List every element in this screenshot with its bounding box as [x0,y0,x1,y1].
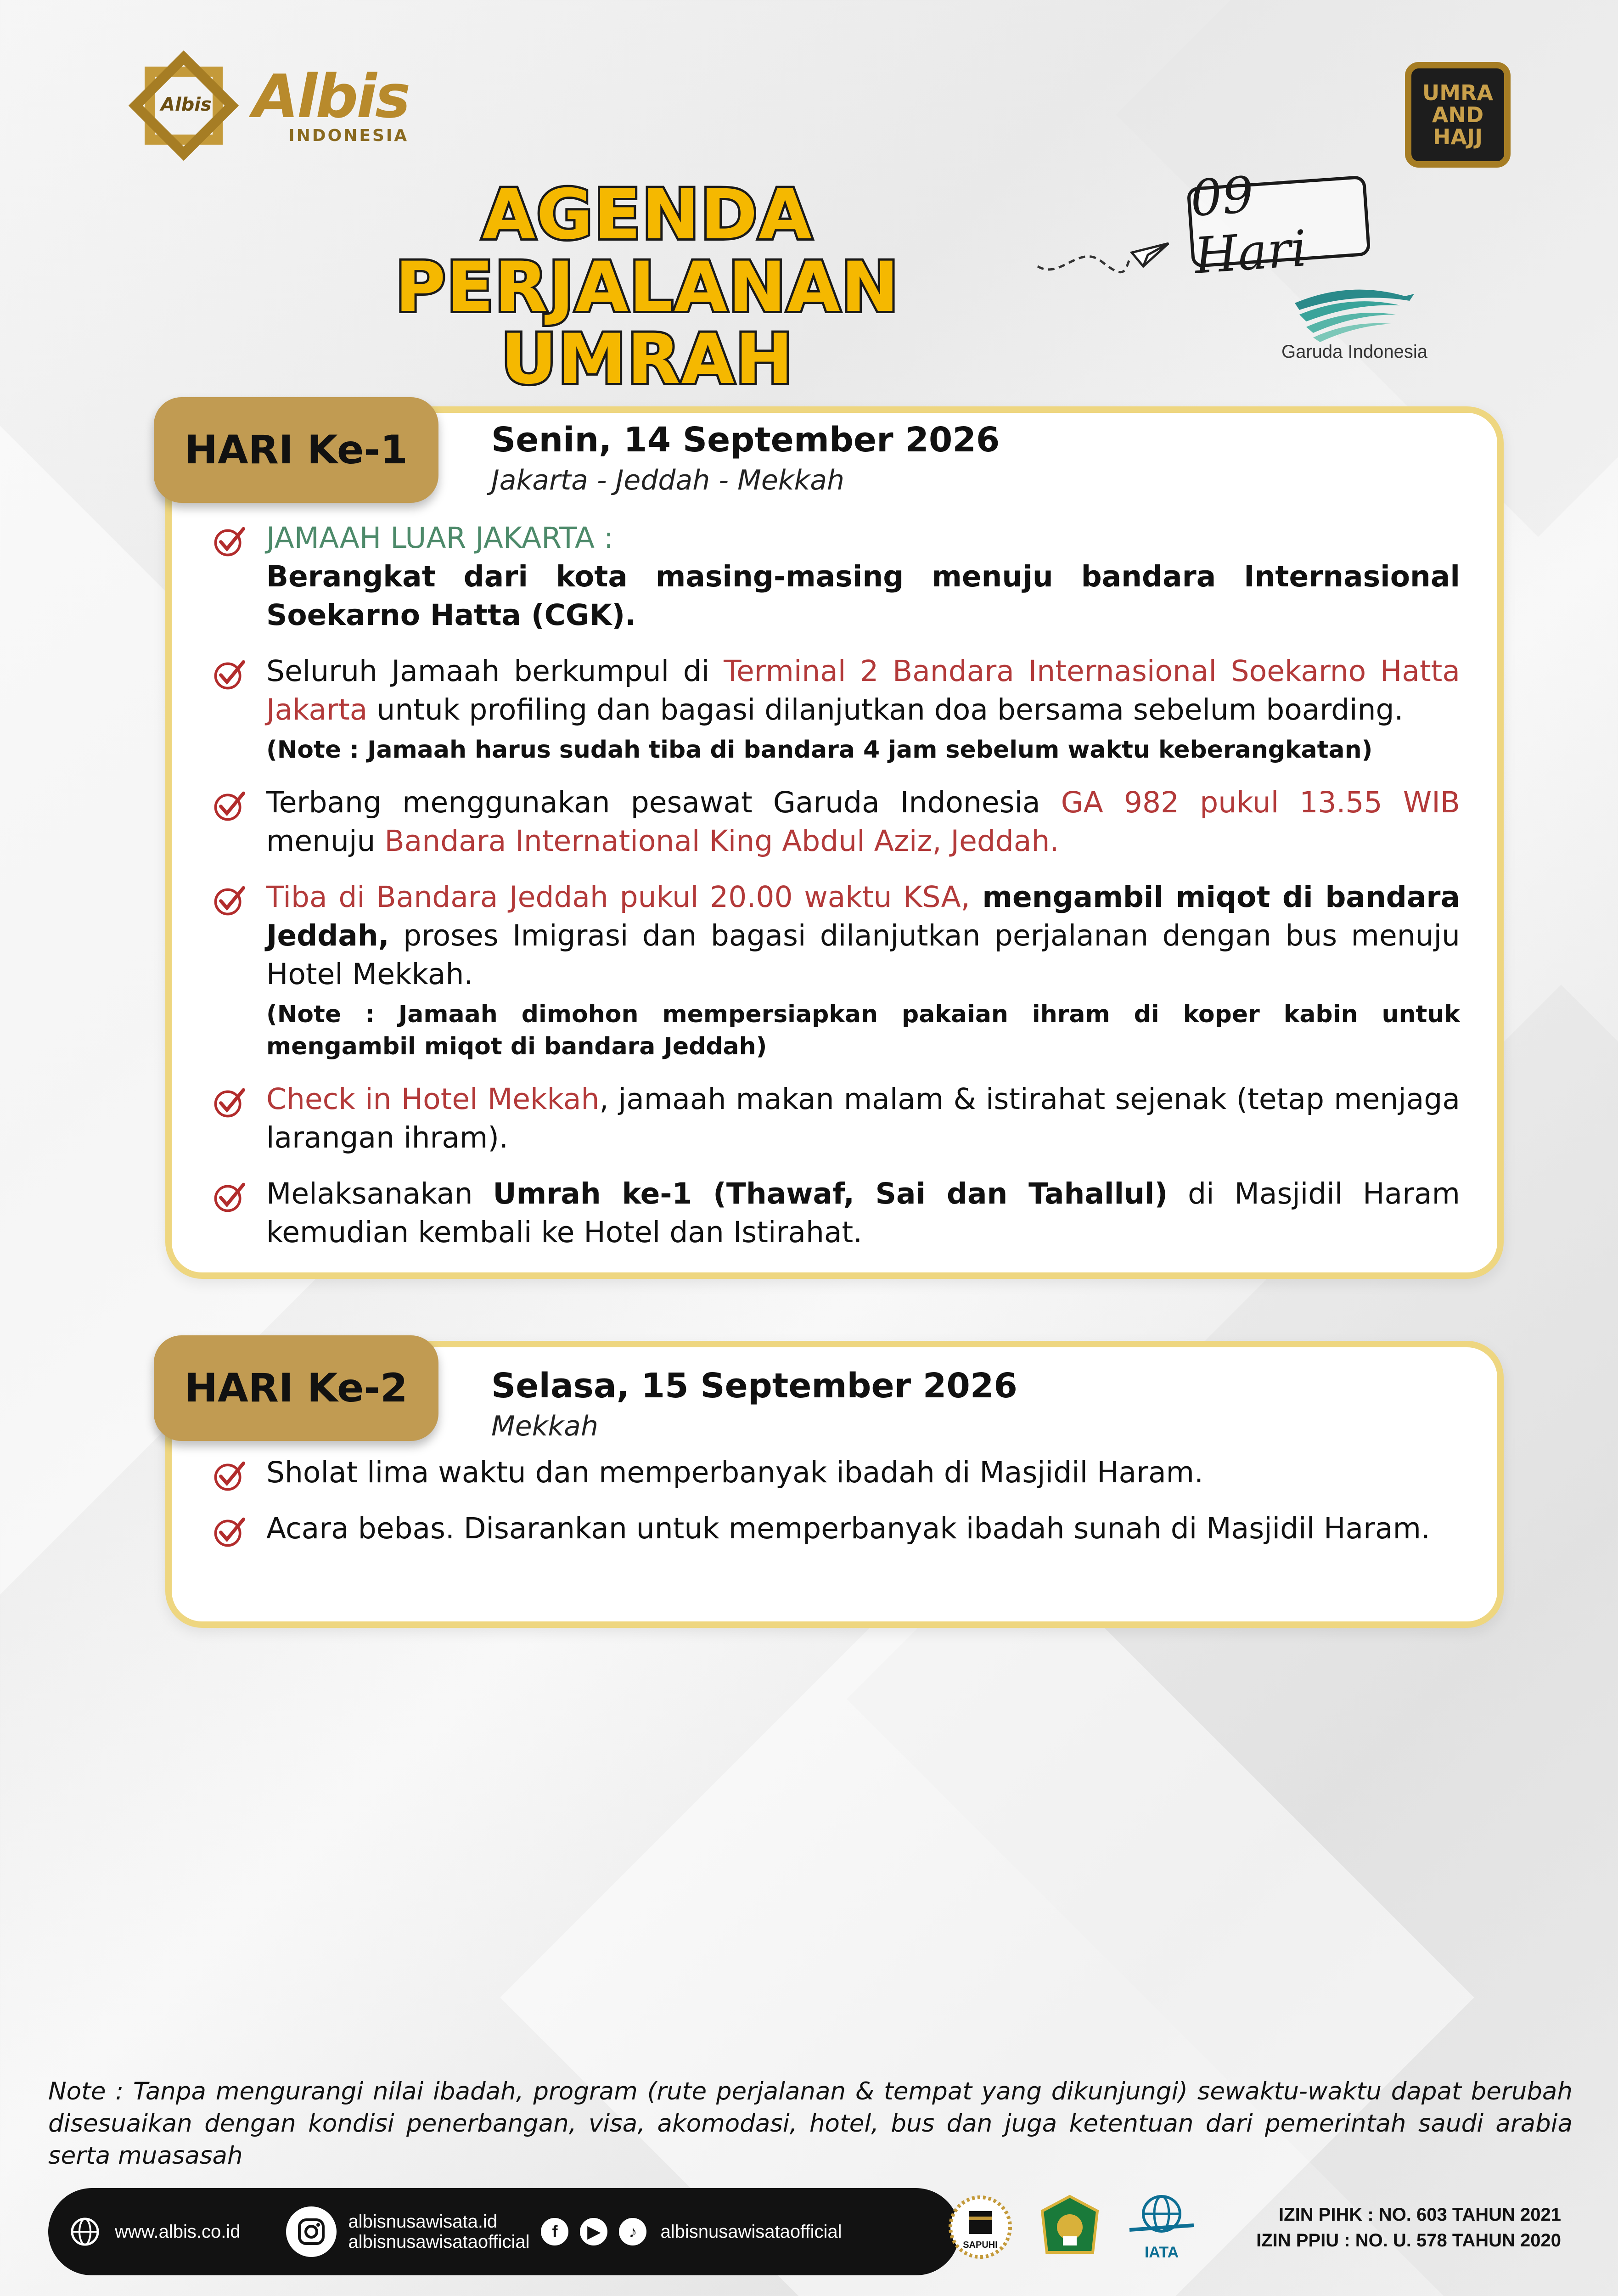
sapuhi-logo [946,2193,1015,2262]
website-link[interactable]: www.albis.co.id [115,2221,241,2242]
page-title: AGENDA PERJALANAN UMRAH [395,175,900,400]
facebook-icon[interactable]: f [541,2218,568,2245]
instagram-handles: albisnusawisata.id albisnusawisataofficial [348,2212,530,2252]
partner-logos [923,2193,1198,2262]
check-circle-icon [211,1180,246,1215]
day-2-agenda-list [211,1453,1460,1565]
list-item: JAMAAH LUAR JAKARTA : Berangkat dari kota masing-masing menuju bandara Internasional Soekarno Hatta (CGK). [211,519,1460,635]
iata-logo: IATA [1125,2193,1198,2262]
sapuhi-label: SAPUHI [963,2240,998,2250]
check-circle-icon [211,1086,246,1120]
check-circle-icon [211,884,246,918]
list-item: Acara bebas. Disarankan untuk memperbanyak ibadah sunah di Masjidil Haram. [211,1509,1460,1548]
disclaimer-note: Note : Tanpa mengurangi nilai ibadah, program (rute perjalanan & tempat yang dikunjungi) sewaktu-waktu dapat berubah disesuaikan dengan kondisi penerbangan, visa, akomodasi, hotel, bus dan juga ketentuan dari pemerintah saudi arabia serta muasasah [48,2077,1573,2170]
albis-logo [124,46,409,165]
day-1-tab: HARI Ke-1 [154,397,438,503]
umrah-hajj-badge: UMRA AND HAJJ [1405,62,1511,168]
day-date: Selasa, 15 September 2026 [491,1366,1017,1406]
day-2-header [491,1366,1017,1442]
day-1-header [491,420,1000,496]
garuda-logo: Garuda Indonesia [1267,276,1442,362]
iata-globe-icon [1125,2193,1198,2244]
kemenag-logo [1038,2193,1102,2262]
check-circle-icon [211,524,246,559]
paper-plane-icon [1033,216,1171,280]
tiktok-icon[interactable]: ♪ [619,2218,646,2245]
license-info: IZIN PIHK : NO. 603 TAHUN 2021 IZIN PPIU : NO. U. 578 TAHUN 2020 [1256,2205,1561,2251]
list-item: Check in Hotel Mekkah, jamaah makan malam & istirahat sejenak (tetap menjaga larangan ihram). [211,1080,1460,1157]
day-date: Senin, 14 September 2026 [491,420,1000,460]
day-1-agenda-list [211,519,1460,1269]
duration-badge: 09 Hari [1186,175,1371,268]
list-item: Tiba di Bandara Jeddah pukul 20.00 waktu KSA, mengambil miqot di bandara Jeddah, proses Imigrasi dan bagasi dilanjutkan perjalanan dengan bus menuju Hotel Mekkah. (Note : Jamaah dimohon mempersiapkan pakaian ihram di koper kabin untuk mengambil miqot di bandara Jeddah) [211,878,1460,1063]
garuda-bird-icon [1286,276,1423,344]
social-handle[interactable]: albisnusawisataofficial [660,2221,842,2242]
kemenag-icon [1038,2193,1102,2262]
check-circle-icon [211,1515,246,1550]
albis-logo-mark: Albis [124,46,243,165]
albis-wordmark: Albis INDONESIA [253,61,409,145]
check-circle-icon [211,658,246,692]
day-route: Mekkah [491,1410,598,1442]
contact-bar [48,2188,960,2275]
list-item: Melaksanakan Umrah ke-1 (Thawaf, Sai dan Tahallul) di Masjidil Haram kemudian kembali ke Hotel dan Istirahat. [211,1175,1460,1252]
youtube-icon[interactable]: ▶ [580,2218,607,2245]
check-circle-icon [211,789,246,824]
list-item: Sholat lima waktu dan memperbanyak ibadah di Masjidil Haram. [211,1453,1460,1492]
day-route: Jakarta - Jeddah - Mekkah [491,464,845,496]
sapuhi-icon [946,2193,1015,2262]
globe-icon [69,2216,101,2248]
list-item: Seluruh Jamaah berkumpul di Terminal 2 Bandara Internasional Soekarno Hatta Jakarta untuk profiling dan bagasi dilanjutkan doa bersama sebelum boarding. (Note : Jamaah harus sudah tiba di bandara 4 jam sebelum waktu keberangkatan) [211,652,1460,766]
instagram-icon[interactable] [286,2206,337,2257]
list-item: Terbang menggunakan pesawat Garuda Indonesia GA 982 pukul 13.55 WIB menuju Bandara International King Abdul Aziz, Jeddah. [211,783,1460,861]
check-circle-icon [211,1459,246,1494]
day-2-tab: HARI Ke-2 [154,1335,438,1441]
